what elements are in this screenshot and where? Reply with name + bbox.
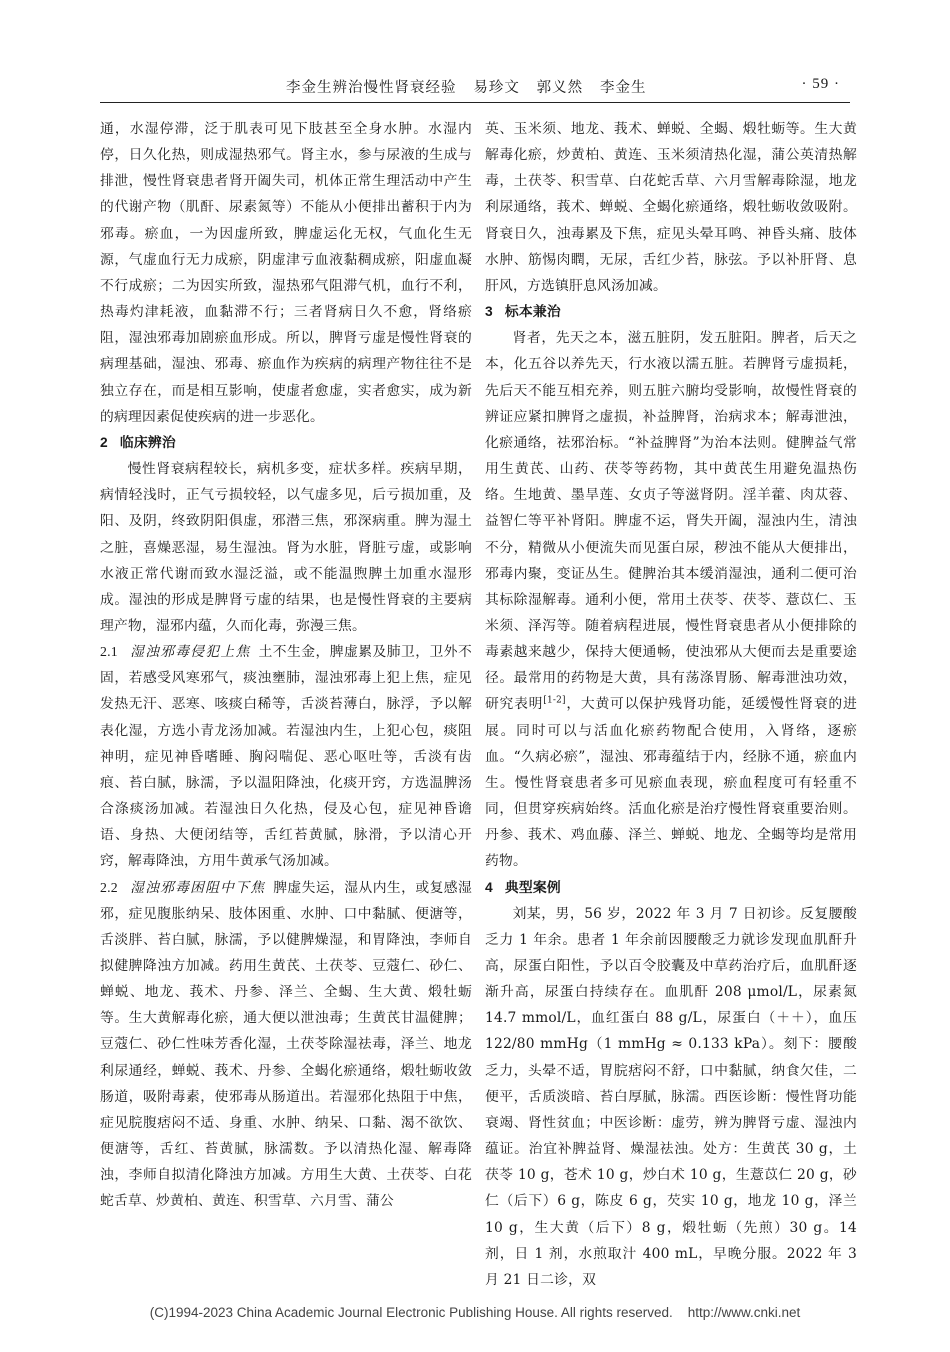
header-rule <box>100 102 850 103</box>
paragraph: 慢性肾衰病程较长，病机多变，症状多样。疾病早期，病情轻浅时，正气亏损较轻，以气虚多见，后亏损加重，及阳、及阴，终致阴阳俱虚，邪潜三焦，邪深病重。脾为湿土之脏，喜燥恶湿，易生湿浊。肾为水脏，肾脏亏虚，或影响水液正常代谢而致水湿泛溢，或不能温煦脾土加重水湿形成。湿浊的形成是脾肾亏虚的结果，也是慢性肾衰的主要病理产物，湿邪内蕴，久而化毒，弥漫三焦。 <box>100 461 472 634</box>
paragraph: 肾者，先天之本，滋五脏阴，发五脏阳。脾者，后天之本，化五谷以养先天，行水液以濡五脏。若脾肾亏虚损耗，先后天不能互相充养，则五脏六腑均受影响，故慢性肾衰的辨证应紧扣脾肾之虚损，补益脾肾，治病求本；解毒泄浊，化瘀通络，祛邪治标。“补益脾肾”为治本法则。健脾益气常用生黄芪、山药、茯苓等药物，其中黄芪生用避免温热伤络。生地黄、墨旱莲、女贞子等滋肾阴。淫羊藿、肉苁蓉、益智仁等平补肾阳。脾虚不运，肾失开阖，湿浊内生，清浊不分，精微从小便流失而见蛋白尿，秽浊不能从大便排出，邪毒内聚，变证丛生。健脾治其本缓消湿浊，通利二便可治其标除湿解毒。通利小便，常用土茯苓、茯苓、薏苡仁、玉米须、泽泻等。随着病程进展，慢性肾衰患者从小便排除的毒素越来越少，保持大便通畅，使浊邪从大便而去是重要途径。最常用的药物是大黄，具有荡涤胃肠、解毒泄浊功效，研究表明[1-2]，大黄可以保护残肾功能，延缓慢性肾衰的进展。同时可以与活血化瘀药物配合使用，入肾络，逐瘀血。“久病必瘀”，湿浊、邪毒蕴结于内，经脉不通，瘀血内生。慢性肾衰患者多可见瘀血表现，瘀血程度可有轻重不同，但贯穿疾病始终。活血化瘀是治疗慢性肾衰重要治则。丹参、莪术、鸡血藤、泽兰、蝉蜕、地龙、全蝎等均是常用药物。 <box>485 330 857 870</box>
paragraph: 通，水湿停滞，泛于肌表可见下肢甚至全身水肿。水湿内停，日久化热，则成湿热邪气。肾主水，参与尿液的生成与排泄，慢性肾衰患者肾开阖失司，机体正常生理活动中产生的代谢产物（肌酐、尿素氮等）不能从小便排出蓄积于内为邪毒。瘀血，一为因虚所致，脾虚运化无权，气血化生无源，气虚血行无力成瘀，阴虚津亏血液黏稠成瘀，阳虚血凝不行成瘀；二为因实所致，湿热邪气阻滞气机，血行不利，热毒灼津耗液，血黏滞不行；三者肾病日久不愈，肾络瘀阻，湿浊邪毒加剧瘀血形成。所以，脾肾亏虚是慢性肾衰的病理基础，湿浊、邪毒、瘀血作为疾病的病理产物往往不是独立存在，而是相互影响，使虚者愈虚，实者愈实，成为新的病理因素促使疾病的进一步恶化。 <box>100 121 472 425</box>
copyright-footer: (C)1994-2023 China Academic Journal Electronic Publishing House. All rights reserved. http://www.cnki.net <box>149 1305 801 1320</box>
running-title: 李金生辨治慢性肾衰经验 易珍文 郭义然 李金生 <box>286 80 647 96</box>
subsection-2-2: 2.2 湿浊邪毒困阻中下焦 脾虚失运，湿从内生，或复感湿邪，症见腹胀纳呆、肢体困重、水肿、口中黏腻、便溏等，舌淡胖、苔白腻，脉濡，予以健脾燥湿，和胃降浊，李师自拟健脾降浊方加减。药用生黄芪、土茯苓、豆蔻仁、砂仁、蝉蜕、地龙、莪术、丹参、泽兰、全蝎、生大黄、煅牡蛎等。生大黄解毒化瘀，通大便以泄浊毒；生黄芪甘温健脾；豆蔻仁、砂仁性味芳香化湿，土茯苓除湿祛毒，泽兰、地龙利尿通经，蝉蜕、莪术、丹参、全蝎化瘀通络，煅牡蛎收敛肠道，吸附毒素，使邪毒从肠道出。若湿邪化热阻于中焦，症见脘腹痞闷不适、身重、水肿、纳呆、口黏、渴不欲饮、便溏等，舌红、苔黄腻，脉濡数。予以清热化湿、解毒降浊，李师自拟清化降浊方加减。方用生大黄、土茯苓、白花蛇舌草、炒黄柏、黄连、积雪草、六月雪、蒲公 <box>100 879 473 1210</box>
page-number: · 59 · <box>801 76 840 92</box>
section-heading-2: 2 临床辨治 <box>100 434 176 451</box>
paragraph: 刘某，男，56 岁，2022 年 3 月 7 日初诊。反复腰酸乏力 1 年余。患者 1 年余前因腰酸乏力就诊发现血肌酐升高，尿蛋白阳性，予以百令胶囊及中草药治疗后，血肌酐逐渐升高，尿蛋白持续存在。血肌酐 208 μmol/L，尿素氮 14.7 mmol/L，血红蛋白 88 g/L，尿蛋白（＋＋），血压 122/80 mmHg（1 mmHg ≈ 0.133 kPa）。刻下：腰酸乏力，头晕不适，胃脘痞闷不舒，口中黏腻，纳食欠佳，二便平，舌质淡暗、苔白厚腻，脉濡。西医诊断：慢性肾功能衰竭、肾性贫血；中医诊断：虚劳，辨为脾肾亏虚、湿浊内蕴证。治宜补脾益肾、燥湿祛浊。处方：生黄芪 30 g，土茯苓 10 g，苍术 10 g，炒白术 10 g，生薏苡仁 20 g，砂仁（后下）6 g，陈皮 6 g，芡实 10 g，地龙 10 g，泽兰 10 g，生大黄（后下）8 g，煅牡蛎（先煎）30 g。14 剂，日 1 剂，水煎取汁 400 mL，早晚分服。2022 年 3 月 21 日二诊，双 <box>485 905 857 1288</box>
citation-ref[interactable]: [1-2] <box>543 695 566 706</box>
right-column <box>485 116 857 1293</box>
paragraph: 英、玉米须、地龙、莪术、蝉蜕、全蝎、煅牡蛎等。生大黄解毒化瘀，炒黄柏、黄连、玉米须清热化湿，蒲公英清热解毒，土茯苓、积雪草、白花蛇舌草、六月雪解毒除湿，地龙利尿通络，莪术、蝉蜕、全蝎化瘀通络，煅牡蛎收敛吸附。肾衰日久，浊毒累及下焦，症见头晕耳鸣、神昏头痛、肢体水肿、筋惕肉瞤，无尿，舌红少苔，脉弦。予以补肝肾、息肝风，方选镇肝息风汤加减。 <box>485 121 857 294</box>
section-heading-4: 4 典型案例 <box>485 879 561 896</box>
subsection-2-1: 2.1 湿浊邪毒侵犯上焦 土不生金，脾虚累及肺卫，卫外不固，若感受风寒邪气，痰浊壅肺，湿浊邪毒上犯上焦，症见发热无汗、恶寒、咳痰白稀等，舌淡苔薄白，脉浮，予以解表化湿，方选小青龙汤加减。若湿浊内生，上犯心包，痰阻神明，症见神昏嗜睡、胸闷喘促、恶心呕吐等，舌淡有齿痕、苔白腻，脉濡，予以温阳降浊，化痰开窍，方选温脾汤合涤痰汤加减。若湿浊日久化热，侵及心包，症见神昏谵语、身热、大便闭结等，舌红苔黄腻，脉滑，予以清心开窍，解毒降浊，方用牛黄承气汤加减。 <box>100 644 473 870</box>
section-heading-3: 3 标本兼治 <box>485 304 561 321</box>
running-header <box>100 76 850 104</box>
left-column <box>100 116 472 1215</box>
